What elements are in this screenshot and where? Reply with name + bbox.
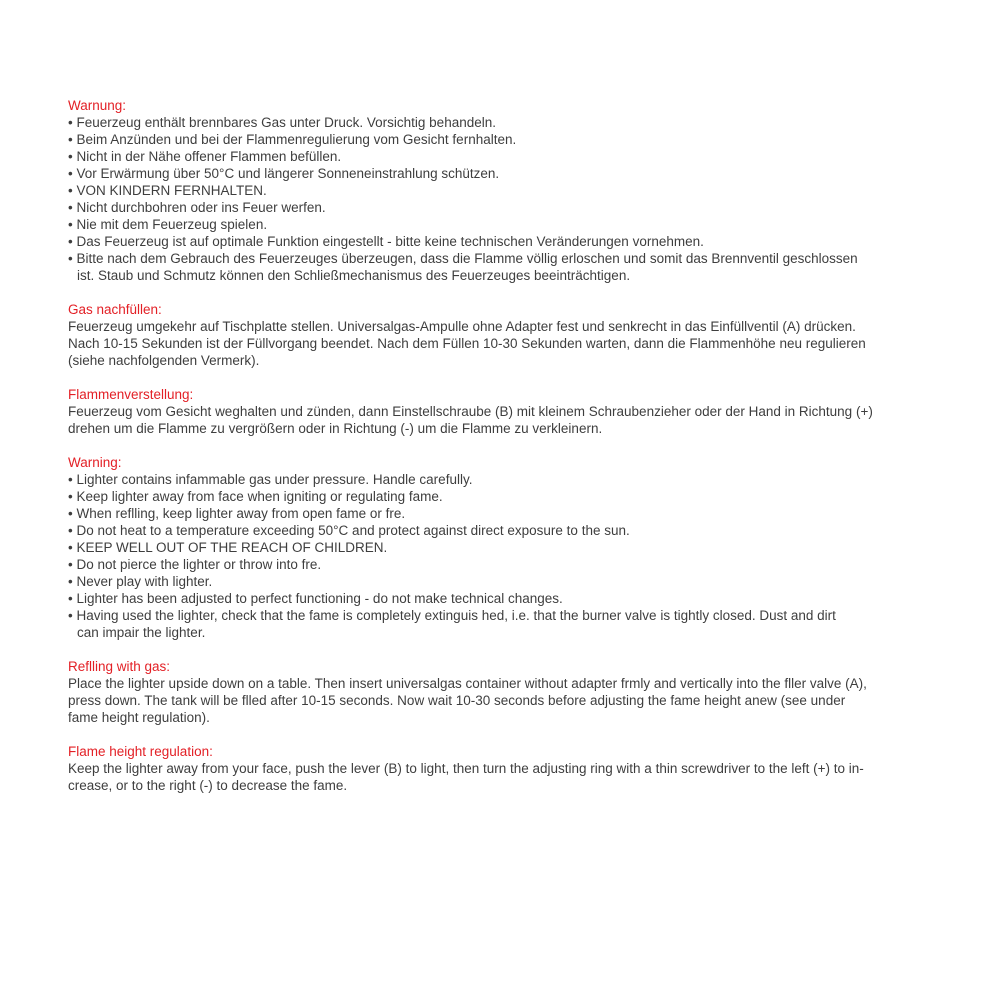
bullet-icon: • [68,251,77,266]
bullet-item [68,182,960,199]
section [68,386,960,437]
text-line: ist. Staub und Schmutz können den Schließmechanismus des Feuerzeuges beeinträchtigen. [77,268,631,283]
bullet-item [68,199,960,216]
bullet-text: Nie mit dem Feuerzeug spielen. [76,217,268,232]
section-heading: Gas nachfüllen: [68,302,162,317]
bullet-text: Never play with lighter. [76,574,213,589]
bullet-text: Nicht in der Nähe offener Flammen befüllen. [76,149,342,164]
bullet-text: Feuerzeug enthält brennbares Gas unter Druck. Vorsichtig behandeln. [76,115,496,130]
bullet-text: Keep lighter away from face when igniting or regulating fame. [76,489,443,504]
section-heading: Warning: [68,455,122,470]
text-line: can impair the lighter. [77,625,206,640]
bullet-item [68,539,960,556]
bullet-text: Having used the lighter, check that the fame is completely extinguis hed, i.e. that the burner valve is tightly closed. Dust and dirt [76,608,836,623]
bullet-item [68,165,960,182]
bullet-text: Do not heat to a temperature exceeding 50°C and protect against direct exposure to the sun. [76,523,630,538]
bullet-item [68,556,960,573]
bullet-item [68,607,960,624]
section [68,301,960,369]
bullet-icon: • [68,149,77,164]
bullet-text: Das Feuerzeug ist auf optimale Funktion eingestellt - bitte keine technischen Veränderungen vornehmen. [76,234,704,249]
bullet-icon: • [68,234,77,249]
bullet-item [68,216,960,233]
bullet-item [68,148,960,165]
bullet-icon: • [68,132,77,147]
bullet-text: KEEP WELL OUT OF THE REACH OF CHILDREN. [76,540,388,555]
section-heading: Reflling with gas: [68,659,171,674]
section-heading: Flame height regulation: [68,744,213,759]
bullet-icon: • [68,472,77,487]
bullet-text: Lighter contains infammable gas under pressure. Handle carefully. [76,472,473,487]
bullet-text: Do not pierce the lighter or throw into fre. [76,557,322,572]
bullet-icon: • [68,608,77,623]
bullet-item [68,505,960,522]
section-heading: Flammenverstellung: [68,387,194,402]
bullet-item [68,250,960,267]
bullet-item [68,522,960,539]
text-line: Keep the lighter away from your face, push the lever (B) to light, then turn the adjusting ring with a thin screwdriver to the left (+) to in- [68,761,864,776]
section [68,743,960,794]
bullet-item [68,233,960,250]
text-line: Place the lighter upside down on a table. Then insert universalgas container without adapter frmly and vertically into the fller valve (A), [68,676,867,691]
bullet-icon: • [68,557,77,572]
text-line: Nach 10-15 Sekunden ist der Füllvorgang beendet. Nach dem Füllen 10-30 Sekunden warten, dann die Flammenhöhe neu regulieren [68,336,866,351]
bullet-text: VON KINDERN FERNHALTEN. [76,183,267,198]
bullet-text: Nicht durchbohren oder ins Feuer werfen. [76,200,326,215]
bullet-icon: • [68,217,77,232]
bullet-item [68,471,960,488]
bullet-item [68,488,960,505]
text-line: Feuerzeug vom Gesicht weghalten und zünden, dann Einstellschraube (B) mit kleinem Schraubenzieher oder der Hand in Richtung (+) [68,404,873,419]
section [68,97,960,284]
section-heading: Warnung: [68,98,127,113]
text-line: drehen um die Flamme zu vergrößern oder in Richtung (-) um die Flamme zu verkleinern. [68,421,603,436]
bullet-icon: • [68,506,77,521]
text-line: crease, or to the right (-) to decrease the fame. [68,778,348,793]
text-line: fame height regulation). [68,710,210,725]
section [68,454,960,641]
bullet-icon: • [68,523,77,538]
bullet-icon: • [68,115,77,130]
bullet-icon: • [68,489,77,504]
text-line: Feuerzeug umgekehr auf Tischplatte stellen. Universalgas-Ampulle ohne Adapter fest und senkrecht in das Einfüllventil (A) drücken. [68,319,856,334]
bullet-icon: • [68,591,77,606]
bullet-text: Beim Anzünden und bei der Flammenregulierung vom Gesicht fernhalten. [76,132,517,147]
sections-container [68,97,960,794]
bullet-item [68,573,960,590]
bullet-text: Bitte nach dem Gebrauch des Feuerzeuges überzeugen, dass die Flamme völlig erloschen und somit das Brennventil geschlossen [76,251,858,266]
bullet-item [68,131,960,148]
bullet-item [68,590,960,607]
bullet-icon: • [68,166,77,181]
section [68,658,960,726]
text-line: press down. The tank will be flled after 10-15 seconds. Now wait 10-30 seconds before adjusting the fame height anew (see under [68,693,846,708]
bullet-text: Lighter has been adjusted to perfect functioning - do not make technical changes. [76,591,563,606]
bullet-item [68,114,960,131]
bullet-icon: • [68,574,77,589]
bullet-icon: • [68,200,77,215]
bullet-text: When reflling, keep lighter away from open fame or fre. [76,506,406,521]
bullet-icon: • [68,540,77,555]
bullet-icon: • [68,183,77,198]
bullet-text: Vor Erwärmung über 50°C und längerer Sonneneinstrahlung schützen. [76,166,500,181]
text-line: (siehe nachfolgenden Vermerk). [68,353,260,368]
